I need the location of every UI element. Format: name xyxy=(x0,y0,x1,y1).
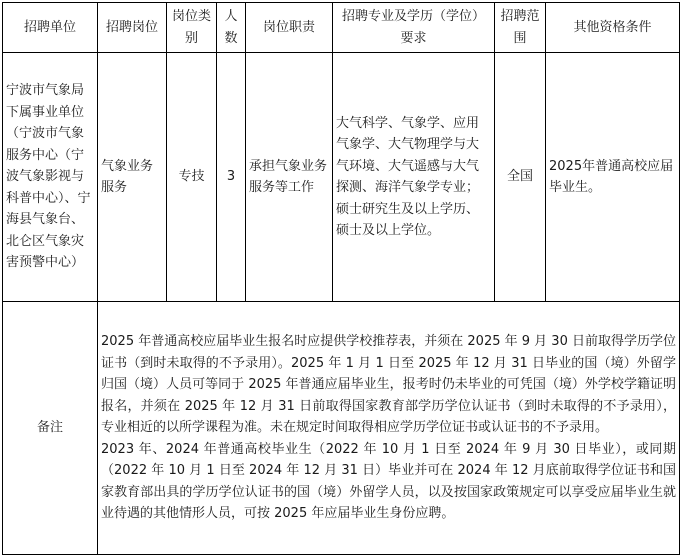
header-count: 人数 xyxy=(217,3,246,53)
header-position: 招聘岗位 xyxy=(98,3,167,53)
cell-position: 气象业务服务 xyxy=(98,53,167,302)
notes-body xyxy=(98,302,680,555)
table-row xyxy=(3,53,680,302)
cell-unit: 宁波市气象局下属事业单位（宁波市气象服务中心（宁波气象影视与科普中心）、宁海县气象台、北仑区气象灾害预警中心） xyxy=(3,53,98,302)
recruitment-table xyxy=(2,2,680,555)
cell-other: 2025年普通高校应届毕业生。 xyxy=(546,53,680,302)
notes-label: 备注 xyxy=(3,302,98,555)
header-row xyxy=(3,3,680,53)
cell-major: 大气科学、气象学、应用气象学、大气物理学与大气环境、大气遥感与大气探测、海洋气象学专业；硕士研究生及以上学历、硕士及以上学位。 xyxy=(333,53,495,302)
cell-duty: 承担气象业务服务等工作 xyxy=(246,53,333,302)
header-unit: 招聘单位 xyxy=(3,3,98,53)
cell-category: 专技 xyxy=(167,53,217,302)
cell-scope: 全国 xyxy=(495,53,546,302)
notes-row xyxy=(3,302,680,555)
header-duty: 岗位职责 xyxy=(246,3,333,53)
header-major: 招聘专业及学历（学位）要求 xyxy=(333,3,495,53)
header-other: 其他资格条件 xyxy=(546,3,680,53)
notes-paragraph-2: 2023 年、2024 年普通高校毕业生（2022 年 10 月 1 日至 2024 年 9 月 30 日毕业），或同期（2022 年 10 月 1 日至 2024 年 12 月 31 日）毕业并可在 2024 年 12 月底前取得学位证书和国家教育部出具的学历学位认证书的国（境）外留学人员，以及按国家政策规定可以享受应届毕业生就业待遇的其他情形人员，可按 2025 年应届毕业生身份应聘。 xyxy=(101,441,676,522)
notes-paragraph-1: 2025 年普通高校应届毕业生报名时应提供学校推荐表，并须在 2025 年 9 月 30 日前取得学历学位证书（到时未取得的不予录用）。2025 年 1 月 1 日至 2025 年 12 月 31 日毕业的国（境）外留学归国（境）人员可等同于 2025 年普通应届毕业生，报考时仍未毕业的可凭国（境）外学校学籍证明报名，并须在 2025 年 12 月 31 日前取得国家教育部学历学位认证书（到时未取得的不予录用），专业相近的以所学课程为准。未在规定时间取得相应学历学位证书或认证书的不予录用。 xyxy=(101,334,676,436)
header-category: 岗位类别 xyxy=(167,3,217,53)
cell-count: 3 xyxy=(217,53,246,302)
header-scope: 招聘范围 xyxy=(495,3,546,53)
